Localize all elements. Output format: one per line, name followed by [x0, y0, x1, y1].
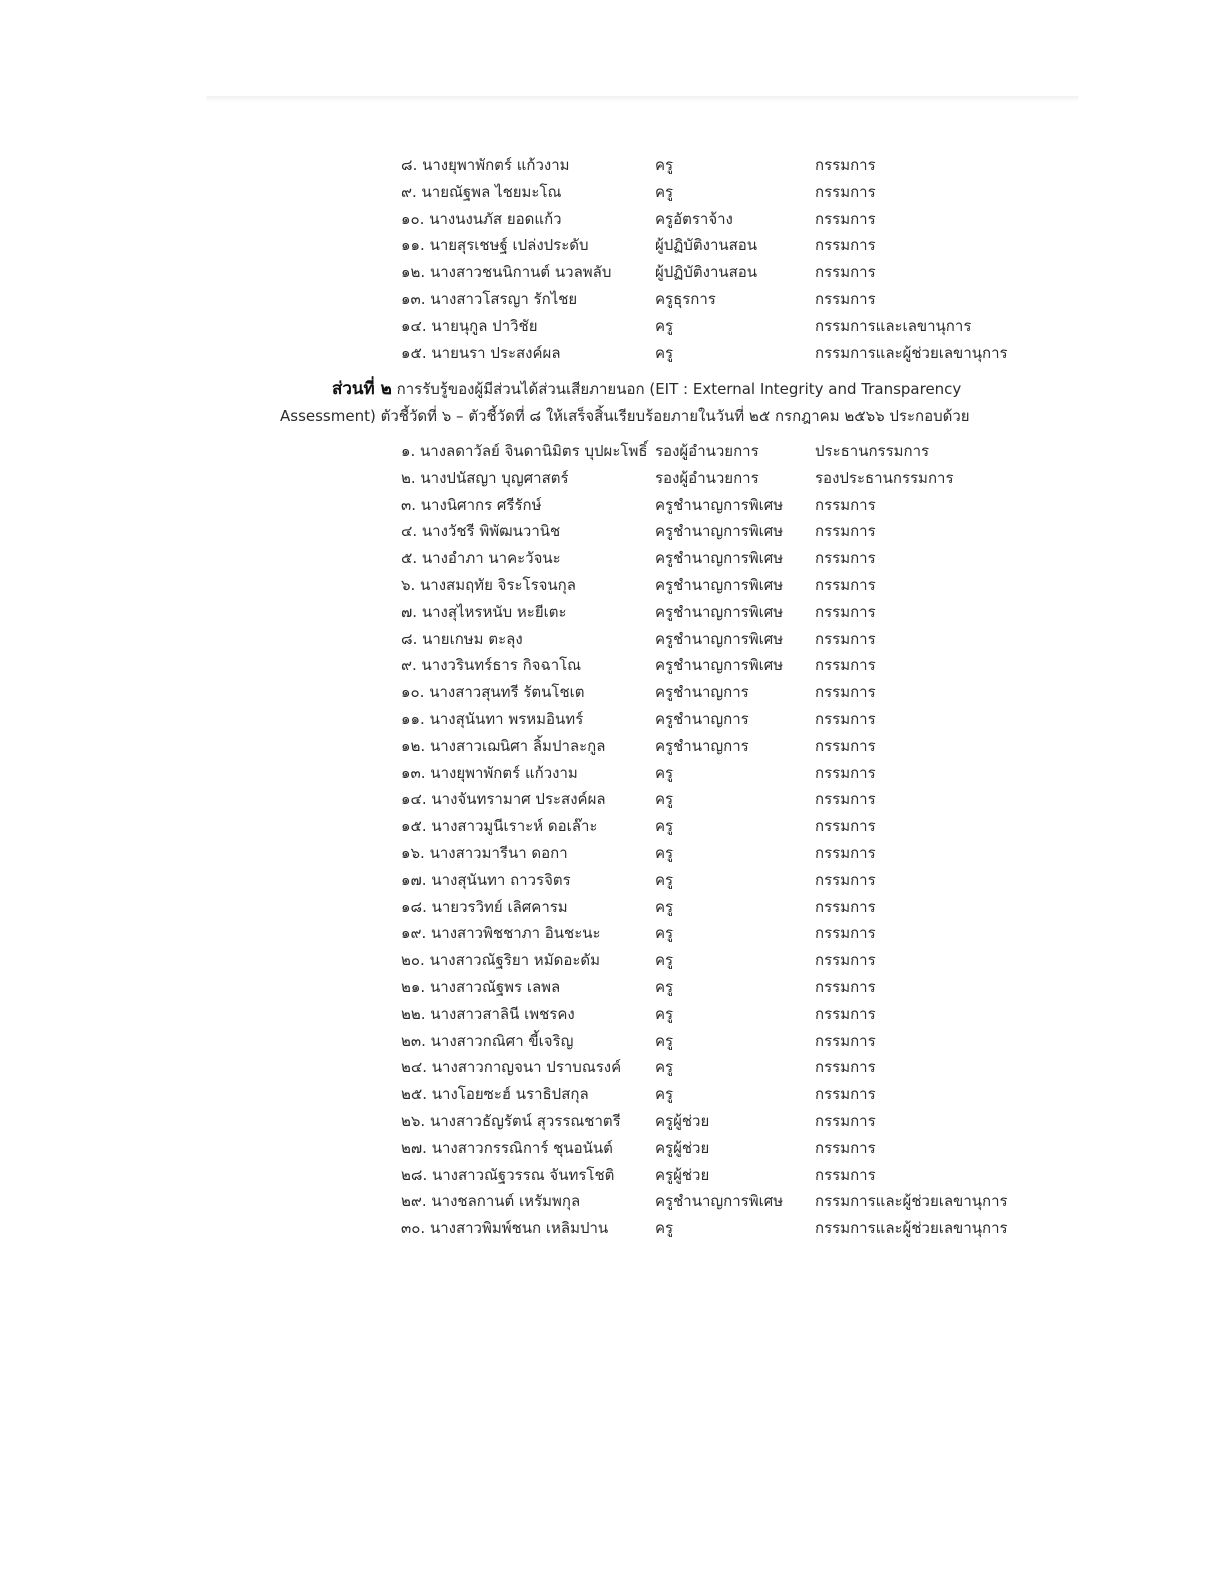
member-position: ครู [655, 924, 674, 943]
member-name: ๑๘. นายวรวิทย์ เลิศคารม [401, 897, 568, 916]
member-role: กรรมการ [815, 1085, 876, 1104]
member-position: ครูชำนาญการ [655, 736, 749, 755]
member-position: ครู [655, 897, 674, 916]
member-position: ครูชำนาญการพิเศษ [655, 1192, 784, 1211]
member-position: ครูชำนาญการ [655, 683, 749, 702]
committee-row [0, 813, 1224, 840]
member-name: ๑๐. นางสาวสุนทรี รัตนโชเต [401, 683, 585, 702]
member-position: ครู [655, 1004, 674, 1023]
committee-row [0, 438, 1224, 465]
member-position: ครู [655, 316, 674, 335]
member-position: ครู [655, 1031, 674, 1050]
member-role: กรรมการ [815, 1138, 876, 1157]
member-role: กรรมการ [815, 1031, 876, 1050]
member-position: ครู [655, 1219, 674, 1238]
member-name: ๑๕. นายนรา ประสงค์ผล [401, 343, 561, 362]
member-role: กรรมการ [815, 263, 876, 282]
member-role: กรรมการ [815, 156, 876, 174]
member-position: ครูชำนาญการพิเศษ [655, 629, 784, 648]
committee-row [0, 465, 1224, 492]
member-position: ครูชำนาญการพิเศษ [655, 602, 784, 621]
committee-row [0, 518, 1224, 545]
member-role: กรรมการ [815, 951, 876, 970]
member-position: ครู [655, 1058, 674, 1077]
member-role: กรรมการ [815, 182, 876, 201]
member-name: ๘. นางยุพาพักตร์ แก้วงาม [401, 156, 570, 174]
member-name: ๒๙. นางชลกานต์ เหรัมพกุล [401, 1192, 581, 1211]
member-name: ๒. นางปนัสญา บุญศาสตร์ [401, 468, 569, 487]
committee-list-part2 [0, 438, 1224, 1242]
committee-row [0, 545, 1224, 572]
committee-row [0, 733, 1224, 760]
committee-row [0, 152, 1224, 179]
member-role: กรรมการและผู้ช่วยเลขานุการ [815, 1192, 1008, 1211]
committee-row [0, 599, 1224, 626]
committee-row [0, 894, 1224, 921]
member-position: ครู [655, 343, 674, 362]
member-role: กรรมการ [815, 683, 876, 702]
member-role: กรรมการ [815, 817, 876, 836]
member-position: ผู้ปฏิบัติงานสอน [655, 236, 758, 255]
committee-row [0, 179, 1224, 206]
member-name: ๕. นางอำภา นาคะวัจนะ [401, 549, 561, 568]
committee-row [0, 286, 1224, 313]
member-role: กรรมการ [815, 602, 876, 621]
member-position: ครูผู้ช่วย [655, 1165, 710, 1184]
member-name: ๑๔. นายนุกูล ปาวิชัย [401, 316, 538, 335]
member-role: กรรมการ [815, 977, 876, 996]
member-name: ๑๓. นางสาวโสรญา รักไชย [401, 289, 578, 308]
committee-row [0, 1108, 1224, 1135]
member-role: กรรมการ [815, 870, 876, 889]
member-name: ๓๐. นางสาวพิมพ์ชนก เหลิมปาน [401, 1219, 609, 1238]
committee-row [0, 1028, 1224, 1055]
member-role: กรรมการ [815, 549, 876, 568]
committee-row [0, 259, 1224, 286]
member-role: รองประธานกรรมการ [815, 468, 954, 487]
member-name: ๑๔. นางจันทรามาศ ประสงค์ผล [401, 790, 606, 809]
committee-row [0, 572, 1224, 599]
member-role: กรรมการ [815, 1165, 876, 1184]
member-role: กรรมการ [815, 522, 876, 541]
member-name: ๑๐. นางนงนภัส ยอดแก้ว [401, 209, 562, 228]
member-role: กรรมการและเลขานุการ [815, 316, 972, 335]
section-2-heading [280, 376, 1010, 430]
member-role: กรรมการ [815, 656, 876, 675]
member-name: ๑๙. นางสาวพิชชาภา อินชะนะ [401, 924, 601, 943]
member-position: ครู [655, 763, 674, 782]
committee-row [0, 1081, 1224, 1108]
member-position: ผู้ปฏิบัติงานสอน [655, 263, 758, 282]
committee-row [0, 492, 1224, 519]
member-role: กรรมการ [815, 790, 876, 809]
member-role: กรรมการ [815, 236, 876, 255]
committee-row [0, 1188, 1224, 1215]
member-name: ๒๒. นางสาวสาลินี เพชรคง [401, 1004, 575, 1023]
member-position: ครูชำนาญการพิเศษ [655, 549, 784, 568]
member-role: กรรมการ [815, 924, 876, 943]
member-name: ๗. นางสุไหรหนับ หะยีเตะ [401, 602, 567, 621]
member-name: ๑. นางลดาวัลย์ จินดานิมิตร บุปผะโพธิ์ [401, 442, 648, 460]
member-name: ๔. นางวัชรี พิพัฒนวานิช [401, 522, 561, 541]
committee-row [0, 340, 1224, 367]
committee-row [0, 840, 1224, 867]
member-position: ครูชำนาญการพิเศษ [655, 495, 784, 514]
member-position: ครู [655, 870, 674, 889]
member-name: ๒๗. นางสาวกรรณิการ์ ชุนอนันต์ [401, 1138, 613, 1157]
committee-row [0, 313, 1224, 340]
member-position: ครูชำนาญการพิเศษ [655, 656, 784, 675]
member-position: ครู [655, 977, 674, 996]
committee-row [0, 706, 1224, 733]
member-position: ครูชำนาญการ [655, 709, 749, 728]
member-position: ครู [655, 843, 674, 862]
member-name: ๑๓. นางยุพาพักตร์ แก้วงาม [401, 763, 578, 782]
section-label: ส่วนที่ ๒ [332, 379, 392, 399]
committee-row [0, 679, 1224, 706]
member-role: ประธานกรรมการ [815, 442, 930, 460]
member-position: ครู [655, 951, 674, 970]
member-position: ครู [655, 817, 674, 836]
section-heading-line1 [280, 376, 1010, 403]
member-name: ๙. นายณัฐพล ไชยมะโณ [401, 182, 562, 201]
section-heading-text: การรับรู้ของผู้มีส่วนได้ส่วนเสียภายนอก (EIT : External Integrity and Transparency [391, 380, 962, 398]
member-position: รองผู้อำนวยการ [655, 442, 759, 460]
member-name: ๑๒. นางสาวชนนิกานต์ นวลพลับ [401, 263, 612, 282]
member-role: กรรมการ [815, 843, 876, 862]
committee-row [0, 1001, 1224, 1028]
committee-row [0, 1215, 1224, 1242]
member-role: กรรมการ [815, 289, 876, 308]
member-position: รองผู้อำนวยการ [655, 468, 759, 487]
committee-row [0, 786, 1224, 813]
committee-row [0, 626, 1224, 653]
member-position: ครู [655, 156, 674, 174]
member-role: กรรมการ [815, 1058, 876, 1077]
committee-row [0, 760, 1224, 787]
member-role: กรรมการและผู้ช่วยเลขานุการ [815, 1219, 1008, 1238]
committee-list-part1 [0, 152, 1224, 366]
page-top-edge [206, 96, 1078, 102]
member-name: ๒๕. นางโอยซะฮ์ นราธิปสกุล [401, 1085, 589, 1104]
committee-row [0, 867, 1224, 894]
section-heading-line2: Assessment) ตัวชี้วัดที่ ๖ – ตัวชี้วัดที่ ๘ ให้เสร็จสิ้นเรียบร้อยภายในวันที่ ๒๕ กรกฎาคม ๒๕๖๖ ประกอบด้วย [280, 407, 970, 425]
member-position: ครู [655, 1085, 674, 1104]
member-name: ๑๕. นางสาวมูนีเราะห์ ดอเล๊าะ [401, 817, 598, 836]
committee-row [0, 652, 1224, 679]
member-name: ๖. นางสมฤทัย จิระโรจนกุล [401, 575, 576, 594]
member-name: ๒๓. นางสาวกณิศา ขี้เจริญ [401, 1031, 574, 1050]
member-name: ๑๒. นางสาวเฌนิศา ลิ้มปาละกูล [401, 736, 606, 755]
member-role: กรรมการ [815, 629, 876, 648]
member-role: กรรมการ [815, 209, 876, 228]
committee-row [0, 206, 1224, 233]
member-position: ครูชำนาญการพิเศษ [655, 575, 784, 594]
member-position: ครูธุรการ [655, 289, 716, 308]
member-name: ๑๗. นางสุนันทา ถาวรจิตร [401, 870, 571, 889]
member-name: ๒๖. นางสาวธัญรัตน์ สุวรรณชาตรี [401, 1111, 621, 1130]
member-name: ๒๑. นางสาวณัฐพร เลพล [401, 977, 561, 996]
committee-row [0, 1135, 1224, 1162]
member-position: ครูอัตราจ้าง [655, 209, 733, 228]
committee-row [0, 1162, 1224, 1189]
member-name: ๑๖. นางสาวมารีนา ดอกา [401, 843, 568, 862]
committee-row [0, 947, 1224, 974]
member-role: กรรมการ [815, 575, 876, 594]
member-role: กรรมการ [815, 1004, 876, 1023]
member-position: ครูชำนาญการพิเศษ [655, 522, 784, 541]
committee-row [0, 232, 1224, 259]
member-role: กรรมการ [815, 495, 876, 514]
committee-row [0, 974, 1224, 1001]
member-name: ๘. นายเกษม ตะลุง [401, 629, 523, 648]
member-role: กรรมการ [815, 709, 876, 728]
member-position: ครู [655, 182, 674, 201]
member-name: ๙. นางวรินทร์ธาร กิจฉาโณ [401, 656, 582, 675]
member-name: ๒๔. นางสาวกาญจนา ปราบณรงค์ [401, 1058, 622, 1077]
member-name: ๑๑. นายสุรเชษฐ์ เปล่งประดับ [401, 236, 589, 255]
member-position: ครู [655, 790, 674, 809]
member-name: ๒๘. นางสาวณัฐวรรณ จันทรโชติ [401, 1165, 615, 1184]
member-role: กรรมการ [815, 897, 876, 916]
member-position: ครูผู้ช่วย [655, 1111, 710, 1130]
member-role: กรรมการ [815, 736, 876, 755]
member-role: กรรมการและผู้ช่วยเลขานุการ [815, 343, 1008, 362]
member-name: ๓. นางนิศากร ศรีรักษ์ [401, 495, 542, 514]
member-role: กรรมการ [815, 1111, 876, 1130]
member-name: ๒๐. นางสาวณัฐริยา หมัดอะดัม [401, 951, 601, 970]
member-position: ครูผู้ช่วย [655, 1138, 710, 1157]
member-name: ๑๑. นางสุนันทา พรหมอินทร์ [401, 709, 584, 728]
committee-row [0, 920, 1224, 947]
committee-row [0, 1054, 1224, 1081]
member-role: กรรมการ [815, 763, 876, 782]
